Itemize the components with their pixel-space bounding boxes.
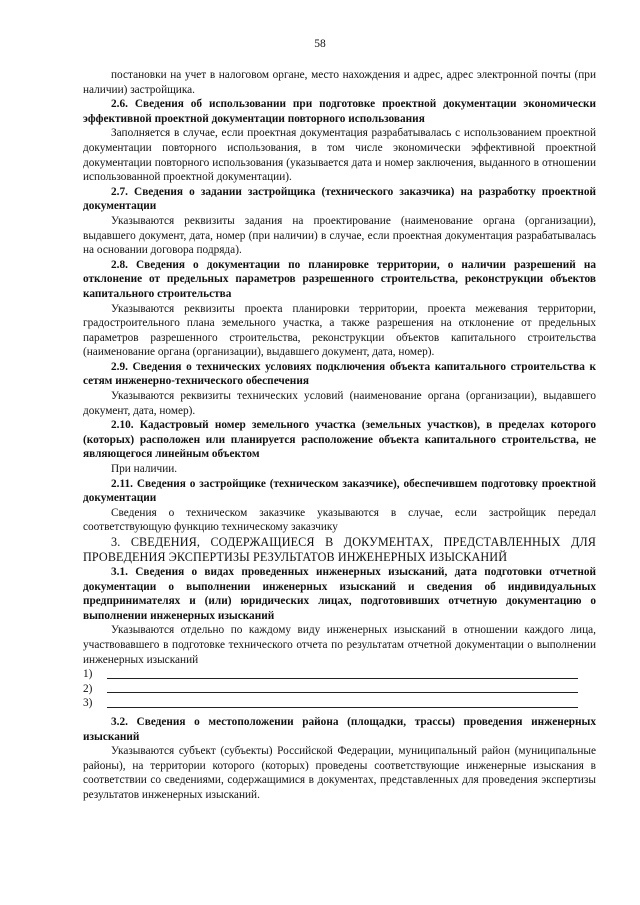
paragraph: Указываются реквизиты технических условий (наименование органа (организации), выдавшего документ, дата, номер). bbox=[83, 390, 596, 417]
paragraph: Указываются реквизиты проекта планировки территории, проекта межевания территории, градостроительного плана земельного участка, а также разрешения на отклонение от предельных параметров разрешенного строительства, реконструкции объектов капитального строительства (наименование органа (организации), выдавшего документ, дата, номер). bbox=[83, 302, 596, 359]
blank-line-number: 1) bbox=[83, 668, 93, 681]
section-heading: 3.1. Сведения о видах проведенных инженерных изысканий, дата подготовки отчетной документации о выполнении инженерных изысканий и сведения об индивидуальных предпринимателях и (или) юридических лицах, подготовивших отчетную документацию о выполнении инженерных изысканий bbox=[83, 566, 596, 622]
paragraph: При наличии. bbox=[111, 463, 178, 476]
section-heading: 2.10. Кадастровый номер земельного участка (земельных участков), в пределах которого (которых) расположен или планируется расположение объекта капитального строительства, не являющегося линейным объектом bbox=[83, 419, 596, 461]
section-heading: 2.9. Сведения о технических условиях подключения объекта капитального строительства к сетям инженерно-технического обеспечения bbox=[83, 360, 596, 388]
fill-in-line bbox=[107, 692, 578, 693]
paragraph: Указываются отдельно по каждому виду инженерных изысканий в отношении каждого лица, участвовавшего в подготовке технического отчета по результатам отчетной документации о выполнении инженерных изысканий bbox=[83, 624, 596, 666]
section-heading: 2.11. Сведения о застройщике (техническом заказчике), обеспечившем подготовку проектной документации bbox=[83, 477, 596, 505]
fill-in-line bbox=[107, 707, 578, 708]
paragraph: Сведения о техническом заказчике указываются в случае, если застройщик передал соответствующую функцию техническому заказчику bbox=[83, 506, 596, 534]
chapter-heading: 3. СВЕДЕНИЯ, СОДЕРЖАЩИЕСЯ В ДОКУМЕНТАХ, ПРЕДСТАВЛЕННЫХ ДЛЯ ПРОВЕДЕНИЯ ЭКСПЕРТИЗЫ РЕЗУЛЬТАТОВ ИНЖЕНЕРНЫХ ИЗЫСКАНИЙ bbox=[83, 535, 596, 564]
paragraph: Указываются субъект (субъекты) Российской Федерации, муниципальный район (муниципальные районы), на территории которого (которых) проведены соответствующие инженерные изыскания в соответствии со сведениями, содержащимися в документах, представленных для проведения экспертизы результатов инженерных изысканий. bbox=[83, 745, 596, 801]
document-body bbox=[83, 68, 596, 803]
paragraph: Заполняется в случае, если проектная документация разрабатывалась с использованием проектной документации повторного использования, в том числе экономически эффективной проектной документации повторного использования (указывается дата и номер заключения, выданного в отношении использованной проектной документации). bbox=[83, 127, 596, 184]
fill-in-line bbox=[107, 678, 578, 679]
section-heading: 2.6. Сведения об использовании при подготовке проектной документации экономически эффективной проектной документации повторного использования bbox=[83, 98, 596, 125]
blank-line-number: 3) bbox=[83, 697, 93, 710]
blank-line-item bbox=[83, 682, 596, 697]
section-heading: 2.8. Сведения о документации по планировке территории, о наличии разрешений на отклонение от предельных параметров разрешенного строительства, реконструкции объектов капитального строительства bbox=[83, 258, 596, 300]
paragraph: Указываются реквизиты задания на проектирование (наименование органа (организации), выдавшего документ, дата, номер (при наличии) в случае, если проектная документация разрабатывалась на основании договора подряда). bbox=[83, 214, 596, 257]
paragraph: постановки на учет в налоговом органе, место нахождения и адрес, адрес электронной почты (при наличии) застройщика. bbox=[83, 69, 596, 96]
page-number: 58 bbox=[314, 38, 326, 50]
blank-line-item bbox=[83, 667, 596, 682]
blank-line-item bbox=[83, 696, 596, 711]
section-heading: 3.2. Сведения о местоположении района (площадки, трассы) проведения инженерных изысканий bbox=[83, 715, 596, 743]
blank-line-number: 2) bbox=[83, 682, 93, 695]
section-heading: 2.7. Сведения о задании застройщика (технического заказчика) на разработку проектной документации bbox=[83, 185, 596, 213]
